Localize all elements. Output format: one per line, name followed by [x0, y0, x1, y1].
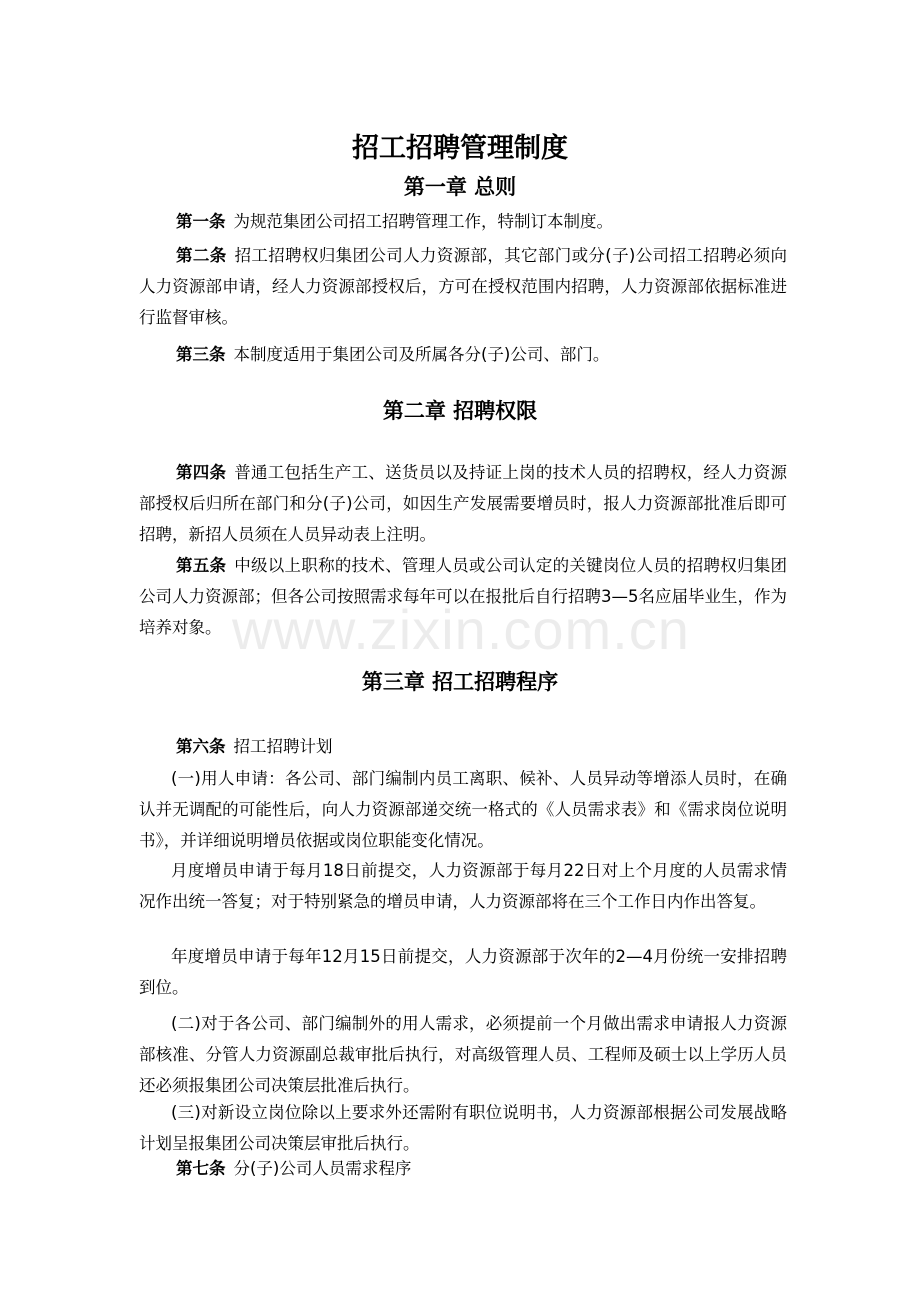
article-6-label: 第六条 [176, 737, 226, 756]
article-4 [139, 457, 787, 550]
article-4-text: 普通工包括生产工、送货员以及持证上岗的技术人员的招聘权，经人力资源部授权后归所在部门和分(子)公司，如因生产发展需要增员时，报人力资源部批准后即可招聘，新招人员须在人员异动表上注明。 [139, 463, 788, 544]
item-2: (二)对于各公司、部门编制外的用人需求，必须提前一个月做出需求申请报人力资源部核准、分管人力资源副总裁审批后执行，对高级管理人员、工程师及硕士以上学历人员还必须报集团公司决策层批准后执行。 [139, 1014, 787, 1095]
article-6 [139, 731, 787, 762]
article-2-text: 招工招聘权归集团公司人力资源部，其它部门或分(子)公司招工招聘必须向人力资源部申请，经人力资源部授权后，方可在授权范围内招聘，人力资源部依据标准进行监督审核。 [139, 246, 788, 327]
article-7-text: 分(子)公司人员需求程序 [233, 1159, 412, 1178]
article-5-label: 第五条 [176, 556, 227, 575]
document-title: 招工招聘管理制度 [352, 133, 568, 164]
watermark: www.zixin.com.cn [232, 598, 690, 661]
article-1 [139, 206, 787, 237]
item-1-monthly: 月度增员申请于每月18日前提交，人力资源部于每月22日对上个月度的人员需求情况作出统一答复；对于特别紧急的增员申请，人力资源部将在三个工作日内作出答复。 [139, 861, 787, 911]
article-7-label: 第七条 [176, 1159, 226, 1178]
article-3-text: 本制度适用于集团公司及所属各分(子)公司、部门。 [233, 345, 610, 364]
article-5 [139, 550, 787, 643]
article-2 [139, 240, 787, 333]
article-3-label: 第三条 [176, 345, 226, 364]
article-5-text: 中级以上职称的技术、管理人员或公司认定的关键岗位人员的招聘权归集团公司人力资源部；但各公司按照需求每年可以在报批后自行招聘3—5名应届毕业生，作为培养对象。 [139, 556, 788, 637]
chapter-3-heading: 第三章 招工招聘程序 [361, 670, 559, 694]
article-3 [139, 339, 787, 370]
item-3: (三)对新设立岗位除以上要求外还需附有职位说明书，人力资源部根据公司发展战略计划呈报集团公司决策层审批后执行。 [139, 1103, 787, 1153]
article-1-label: 第一条 [176, 212, 226, 231]
article-7 [139, 1153, 787, 1184]
chapter-2-heading: 第二章 招聘权限 [382, 399, 538, 423]
item-1-yearly: 年度增员申请于每年12月15日前提交，人力资源部于次年的2—4月份统一安排招聘到位。 [139, 947, 787, 997]
chapter-1-heading: 第一章 总则 [403, 175, 517, 199]
item-1-request: (一)用人申请：各公司、部门编制内员工离职、候补、人员异动等增添人员时，在确认并无调配的可能性后，向人力资源部递交统一格式的《人员需求表》和《需求岗位说明书》，并详细说明增员依据或岗位职能变化情况。 [139, 769, 787, 850]
article-2-label: 第二条 [176, 246, 227, 265]
article-1-text: 为规范集团公司招工招聘管理工作，特制订本制度。 [233, 212, 613, 231]
article-6-text: 招工招聘计划 [233, 737, 333, 756]
article-4-label: 第四条 [176, 463, 227, 482]
